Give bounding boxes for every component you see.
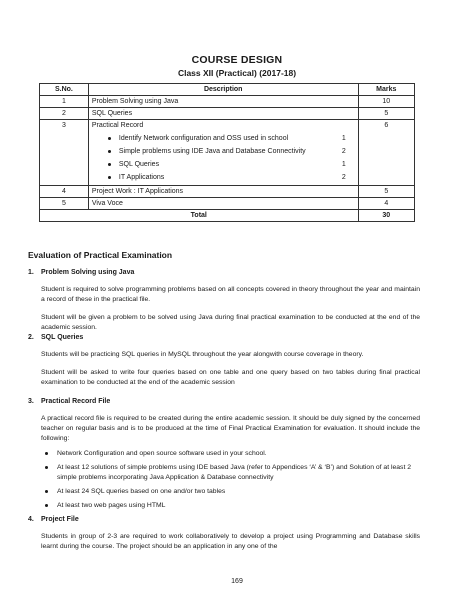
- page-title: COURSE DESIGN: [191, 54, 283, 66]
- cell-sno: 3: [40, 120, 89, 186]
- cell-marks: 4: [358, 198, 414, 210]
- list-item: [92, 145, 355, 158]
- cell-marks: 10: [358, 96, 414, 108]
- page-number: 169: [231, 578, 243, 585]
- record-file-bullets: [41, 449, 420, 511]
- section-title: Project File: [41, 516, 79, 523]
- evaluation-section-3: [28, 397, 420, 515]
- section-paragraph: Student will be given a problem to be solved using Java during final practical examination to be conducted at the end of the academic session.: [41, 314, 420, 331]
- cell-marks: 6: [358, 120, 414, 186]
- section-paragraph: A practical record file is required to be created during the entire academic session. It should be duly signed by the concerned teacher on regular basis and is to be produced at the time of Final Practical Examination for evaluation. It should include the following:: [41, 415, 420, 442]
- cell-description: Problem Solving using Java: [88, 96, 358, 108]
- table-header-row: [40, 84, 415, 96]
- section-paragraph: Student is required to solve programming problems based on all concepts covered in theory throughout the year and maintain a record of these in the practical file.: [41, 286, 420, 303]
- cell-sno: 4: [40, 186, 89, 198]
- table-row: [40, 120, 415, 186]
- section-heading: [28, 397, 420, 407]
- sublist-item-text: SQL Queries: [118, 161, 160, 168]
- evaluation-section-4: [28, 515, 420, 552]
- section-title: Practical Record File: [41, 398, 111, 405]
- column-header-marks: Marks: [358, 84, 414, 96]
- list-item: [92, 132, 355, 145]
- course-design-table: [39, 83, 415, 222]
- table-total-row: [40, 210, 415, 222]
- cell-description-title: Practical Record: [91, 122, 144, 129]
- sublist-item-marks: 1: [341, 161, 346, 168]
- section-heading: [28, 268, 420, 278]
- section-number: 4.: [28, 516, 34, 523]
- sublist-item-text: IT Applications: [118, 174, 165, 181]
- cell-sno: 2: [40, 108, 89, 120]
- table-row: [40, 186, 415, 198]
- cell-description: SQL Queries: [88, 108, 358, 120]
- evaluation-heading: Evaluation of Practical Examination: [28, 250, 173, 260]
- total-label: Total: [40, 210, 359, 222]
- table-row: [40, 96, 415, 108]
- list-item: At least 12 solutions of simple problems using IDE based Java (refer to Appendices ‘A’ & ‘B’) and Solution of at least 2 simple problems incorporating Java Application & Database connectivity: [41, 463, 420, 483]
- section-paragraph: Student will be asked to write four queries based on one table and one query based on two tables during final practical examination to be conducted at the end of the academic session: [41, 369, 420, 386]
- sublist-item-marks: 1: [341, 135, 346, 142]
- cell-sno: 1: [40, 96, 89, 108]
- list-item: [92, 158, 355, 171]
- cell-description: Viva Voce: [88, 198, 358, 210]
- evaluation-section-2: [28, 333, 420, 388]
- section-paragraph: Students in group of 2-3 are required to work collaboratively to develop a project using Programming and Database skills learnt during the course. The project should be an application in any one of the: [41, 533, 420, 550]
- table-row: [40, 198, 415, 210]
- section-heading: [28, 333, 420, 343]
- page-subtitle: Class XII (Practical) (2017-18): [177, 68, 297, 78]
- total-value: 30: [358, 210, 414, 222]
- column-header-description: Description: [88, 84, 358, 96]
- sublist-item-text: Identify Network configuration and OSS used in school: [118, 135, 289, 142]
- section-number: 3.: [28, 398, 34, 405]
- sublist-item-marks: 2: [341, 148, 346, 155]
- cell-description: [88, 120, 358, 186]
- cell-marks: 5: [358, 186, 414, 198]
- sublist-item-text: Simple problems using IDE Java and Database Connectivity: [118, 148, 306, 155]
- practical-record-sublist: [92, 132, 355, 184]
- section-number: 1.: [28, 269, 34, 276]
- evaluation-section-1: [28, 268, 420, 333]
- section-title: Problem Solving using Java: [41, 269, 135, 276]
- cell-sno: 5: [40, 198, 89, 210]
- list-item: At least two web pages using HTML: [41, 501, 420, 511]
- section-paragraph: Students will be practicing SQL queries in MySQL throughout the year alongwith course coverage in theory.: [41, 351, 364, 358]
- list-item: [92, 171, 355, 184]
- list-item: Network Configuration and open source software used in your school.: [41, 449, 420, 459]
- table-row: [40, 108, 415, 120]
- cell-marks: 5: [358, 108, 414, 120]
- section-title: SQL Queries: [41, 334, 84, 341]
- section-number: 2.: [28, 334, 34, 341]
- section-heading: [28, 515, 420, 525]
- list-item: At least 24 SQL queries based on one and/or two tables: [41, 487, 420, 497]
- cell-description: Project Work : IT Applications: [88, 186, 358, 198]
- sublist-item-marks: 2: [341, 174, 346, 181]
- column-header-sno: S.No.: [40, 84, 89, 96]
